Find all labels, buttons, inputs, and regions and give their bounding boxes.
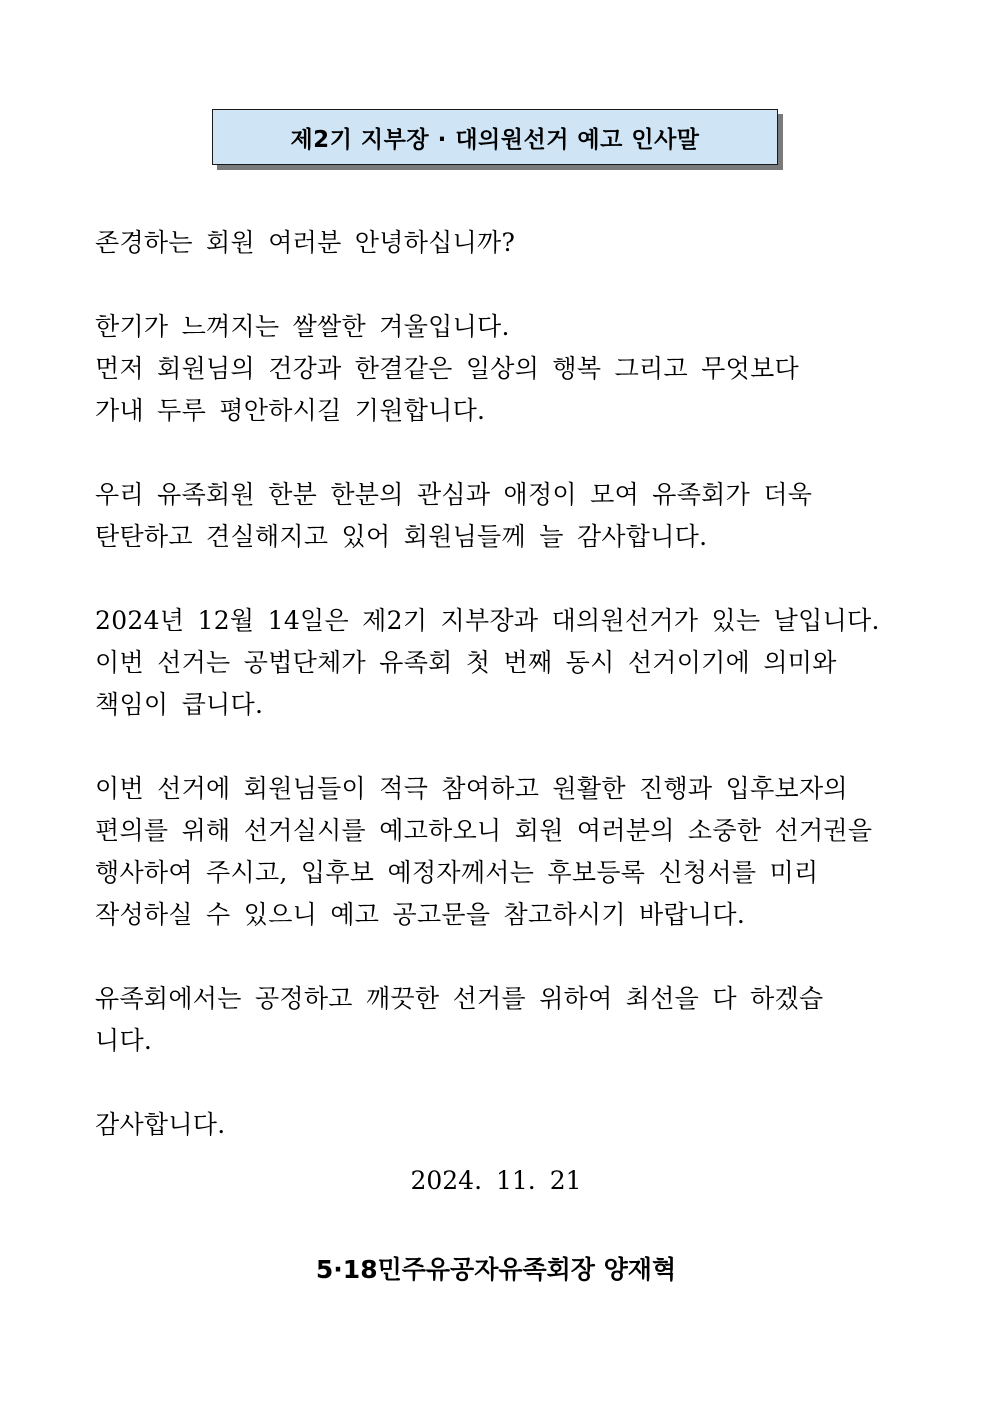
text-line: 가내 두루 평안하시길 기원합니다.	[95, 396, 486, 425]
text-line: 유족회에서는 공정하고 깨끗한 선거를 위하여 최선을 다 하겠습	[95, 984, 824, 1013]
text-line: 한기가 느껴지는 쌀쌀한 겨울입니다.	[95, 312, 510, 341]
paragraph-election-date	[95, 600, 905, 726]
paragraph-season	[95, 306, 905, 432]
letter-body	[95, 222, 905, 1146]
text-line: 편의를 위해 선거실시를 예고하오니 회원 여러분의 소중한 선거권을	[95, 816, 873, 845]
text-line: 먼저 회원님의 건강과 한결같은 일상의 행복 그리고 무엇보다	[95, 354, 799, 383]
text-line: 감사합니다.	[95, 1110, 226, 1139]
text-line: 탄탄하고 견실해지고 있어 회원님들께 늘 감사합니다.	[95, 522, 708, 551]
document-title: 제2기 지부장 · 대의원선거 예고 인사말	[212, 109, 778, 165]
text-line: 이번 선거에 회원님들이 적극 참여하고 원활한 진행과 입후보자의	[95, 774, 848, 803]
text-line: 니다.	[95, 1026, 153, 1055]
paragraph-closing	[95, 1104, 905, 1146]
paragraph-thanks-members	[95, 474, 905, 558]
paragraph-participation	[95, 768, 905, 936]
title-banner	[212, 109, 782, 169]
text-line: 행사하여 주시고, 입후보 예정자께서는 후보등록 신청서를 미리	[95, 858, 819, 887]
paragraph-fair-election	[95, 978, 905, 1062]
text-line: 존경하는 회원 여러분 안녕하십니까?	[95, 228, 516, 257]
letter-date: 2024. 11. 21	[410, 1166, 582, 1195]
text-line: 책임이 큽니다.	[95, 690, 264, 719]
text-line: 이번 선거는 공법단체가 유족회 첫 번째 동시 선거이기에 의미와	[95, 648, 837, 677]
signature: 5·18민주유공자유족회장 양재혁	[315, 1255, 677, 1284]
text-line: 우리 유족회원 한분 한분의 관심과 애정이 모여 유족회가 더욱	[95, 480, 813, 509]
text-line: 작성하실 수 있으니 예고 공고문을 참고하시기 바랍니다.	[95, 900, 746, 929]
paragraph-greeting	[95, 222, 905, 264]
text-line: 2024년 12월 14일은 제2기 지부장과 대의원선거가 있는 날입니다.	[95, 606, 880, 635]
